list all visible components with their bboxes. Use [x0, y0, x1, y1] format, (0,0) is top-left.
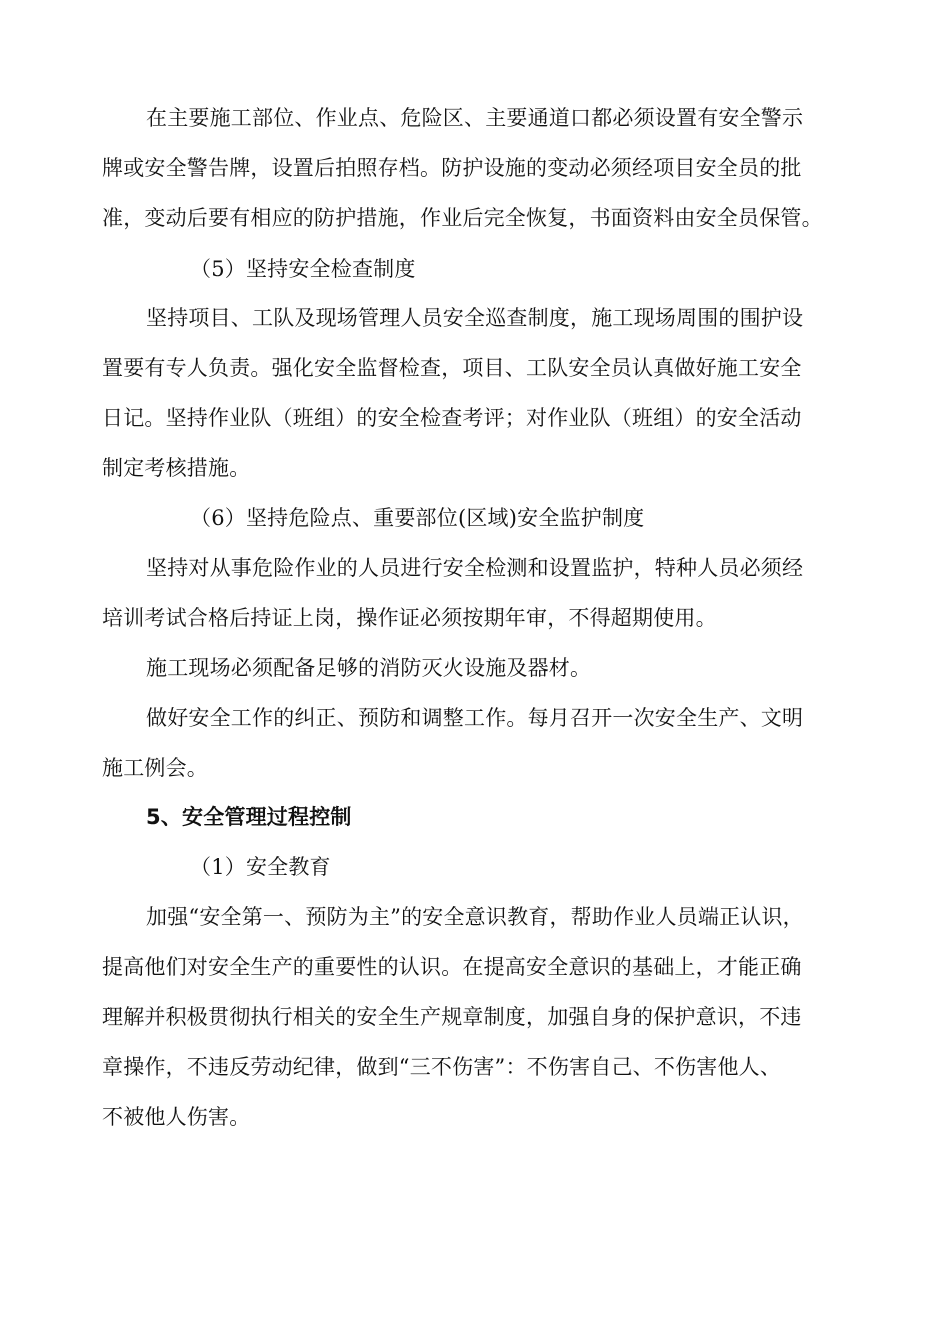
subheading-5: （5）坚持安全检查制度 — [190, 257, 416, 281]
paragraph-line: 坚持对从事危险作业的人员进行安全检测和设置监护，特种人员必须经 — [146, 556, 804, 580]
paragraph-line: 施工现场必须配备足够的消防灭火设施及器材。 — [146, 656, 592, 680]
paragraph-line: 加强“安全第一、预防为主”的安全意识教育，帮助作业人员端正认识， — [146, 905, 804, 929]
paragraph-line: 坚持项目、工队及现场管理人员安全巡查制度，施工现场周围的围护设 — [146, 306, 804, 330]
subheading-6: （6）坚持危险点、重要部位(区域)安全监护制度 — [190, 506, 645, 530]
paragraph-line: 章操作，不违反劳动纪律，做到“三不伤害”：不伤害自己、不伤害他人、 — [102, 1055, 782, 1079]
paragraph-line: 施工例会。 — [102, 756, 208, 780]
section-heading: 5、安全管理过程控制 — [146, 805, 352, 829]
paragraph-line: 培训考试合格后持证上岗，操作证必须按期年审，不得超期使用。 — [102, 606, 717, 630]
paragraph-line: 不被他人伤害。 — [102, 1105, 251, 1129]
subheading-1: （1）安全教育 — [190, 855, 331, 879]
paragraph-line: 制定考核措施。 — [102, 456, 251, 480]
paragraph-line: 置要有专人负责。强化安全监督检查，项目、工队安全员认真做好施工安全 — [102, 356, 802, 380]
paragraph-line: 牌或安全警告牌，设置后拍照存档。防护设施的变动必须经项目安全员的批 — [102, 156, 802, 180]
paragraph-line: 做好安全工作的纠正、预防和调整工作。每月召开一次安全生产、文明 — [146, 706, 804, 730]
paragraph-line: 在主要施工部位、作业点、危险区、主要通道口都必须设置有安全警示 — [146, 106, 804, 130]
paragraph-line: 提高他们对安全生产的重要性的认识。在提高安全意识的基础上，才能正确 — [102, 955, 802, 979]
paragraph-line: 理解并积极贯彻执行相关的安全生产规章制度，加强自身的保护意识，不违 — [102, 1005, 802, 1029]
paragraph-line: 日记。坚持作业队（班组）的安全检查考评；对作业队（班组）的安全活动 — [102, 406, 802, 430]
paragraph-line: 准，变动后要有相应的防护措施，作业后完全恢复，书面资料由安全员保管。 — [102, 206, 823, 230]
